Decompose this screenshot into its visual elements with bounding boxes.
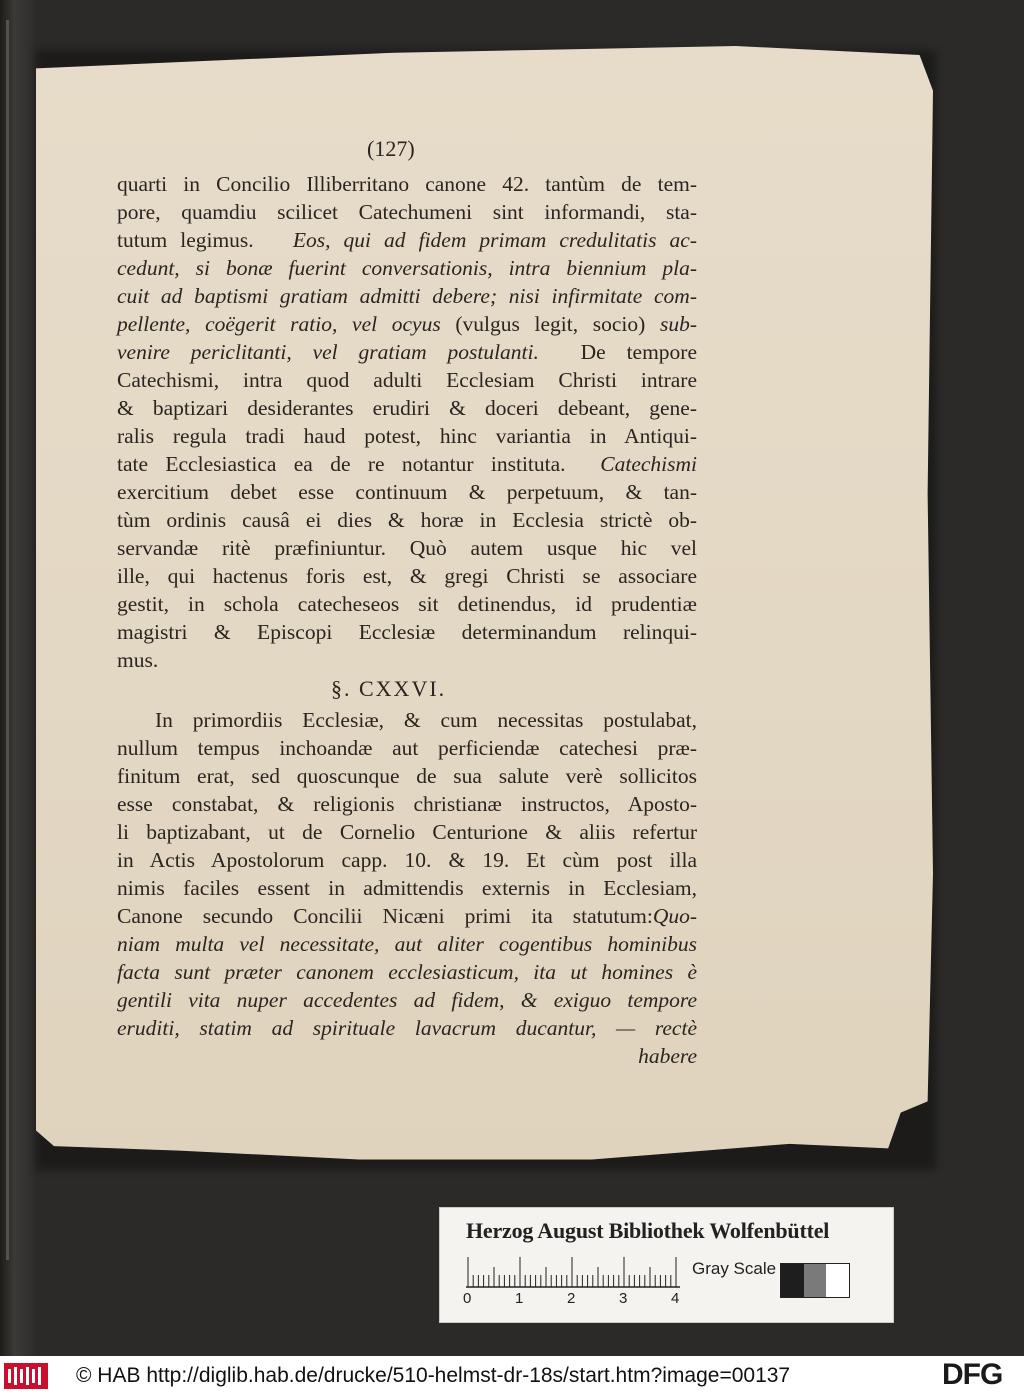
text-line: cuit ad baptismi gratiam admitti debere; nisi infirmitate com- — [117, 284, 697, 308]
ruler-number: 2 — [567, 1290, 576, 1307]
text-line: servandæ ritè præfiniuntur. Quò autem usque hic vel — [117, 536, 697, 560]
copyright-url[interactable]: © HAB http://diglib.hab.de/drucke/510-helmst-dr-18s/start.htm?image=00137 — [76, 1364, 791, 1387]
text-line: gestit, in schola catecheseos sit detinendus, id prudentiæ — [117, 592, 697, 616]
gray-scale-label: Gray Scale — [692, 1259, 777, 1278]
text-line: Catechismi, intra quod adulti Ecclesiam Christi intrare — [117, 368, 697, 392]
text-line: finitum erat, sed quoscunque de sua salute verè sollicitos — [117, 764, 697, 788]
text-line: mus. — [117, 648, 159, 672]
text-line-roman: tutum legimus. — [117, 228, 254, 252]
text-line — [117, 902, 697, 930]
library-title: Herzog August Bibliothek Wolfenbüttel — [466, 1218, 830, 1243]
dfg-logo: DFG — [942, 1358, 1003, 1391]
text-line-italic: sub- — [659, 312, 697, 336]
text-line-roman: De tempore — [580, 340, 698, 364]
text-line-italic: venire periclitanti, vel gratiam postulanti. — [117, 340, 539, 364]
text-line — [117, 450, 697, 478]
catchword: habere — [638, 1044, 697, 1068]
viewer-footer — [0, 1356, 1024, 1394]
text-line-italic: pellente, coëgerit ratio, vel ocyus — [117, 312, 441, 336]
scan-left-edge — [0, 0, 36, 1394]
text-line: in Actis Apostolorum capp. 10. & 19. Et cùm post illa — [117, 848, 697, 872]
text-line-italic: Catechismi — [600, 452, 697, 476]
text-line: quarti in Concilio Illiberritano canone 42. tantùm de tem- — [117, 172, 697, 196]
text-line: gentili vita nuper accedentes ad fidem, & exiguo tempore — [117, 988, 697, 1012]
text-line: cedunt, si bonæ fuerint conversationis, intra biennium pla- — [117, 256, 697, 280]
text-line: In primordiis Ecclesiæ, & cum necessitas postulabat, — [155, 708, 697, 732]
text-line: tùm ordinis causâ ei dies & horæ in Ecclesia strictè ob- — [117, 508, 697, 532]
text-line: exercitium debet esse continuum & perpetuum, & tan- — [117, 480, 697, 504]
text-line: pore, quamdiu scilicet Catechumeni sint informandi, sta- — [117, 200, 697, 224]
text-line: nimis faciles essent in admittendis externis in Ecclesiam, — [117, 876, 697, 900]
section-heading: §. CXXVI. — [331, 676, 447, 701]
text-line: facta sunt præter canonem ecclesiasticum, ita ut homines è — [117, 960, 697, 984]
ruler-number: 3 — [619, 1290, 628, 1307]
hab-logo-icon — [4, 1363, 48, 1389]
text-line: esse constabat, & religionis christianæ instructos, Aposto- — [117, 792, 697, 816]
text-line: magistri & Episcopi Ecclesiæ determinandum relinqui- — [117, 620, 697, 644]
text-line — [117, 310, 697, 338]
text-line — [117, 226, 697, 254]
page-number: (127) — [367, 136, 415, 161]
text-line: ille, qui hactenus foris est, & gregi Christi se associare — [117, 564, 697, 588]
ruler-number: 4 — [671, 1290, 680, 1307]
gray-scale-swatch — [780, 1263, 850, 1298]
page-edge — [6, 20, 9, 1260]
swatch-white — [826, 1264, 849, 1297]
text-line-roman: (vulgus legit, socio) — [455, 312, 646, 336]
text-line: li baptizabant, ut de Cornelio Centurione & aliis refertur — [117, 820, 697, 844]
ruler-number: 0 — [463, 1290, 472, 1307]
text-line — [117, 338, 697, 366]
text-line: eruditi, statim ad spirituale lavacrum ducantur, — rectè — [117, 1016, 697, 1040]
text-line-roman: Canone secundo Concilii Nicæni primi ita statutum: — [117, 904, 653, 928]
text-line: & baptizari desiderantes erudiri & doceri debeant, gene- — [117, 396, 697, 420]
library-label-card — [439, 1207, 894, 1323]
text-line: niam multa vel necessitate, aut aliter cogentibus hominibus — [117, 932, 697, 956]
text-line-italic: Quo- — [652, 904, 697, 928]
ruler-number: 1 — [515, 1290, 524, 1307]
text-line-roman: tate Ecclesiastica ea de re notantur instituta. — [117, 452, 566, 476]
text-line: ralis regula tradi haud potest, hinc variantia in Antiqui- — [117, 424, 697, 448]
text-line-italic: Eos, qui ad fidem primam credulitatis ac- — [292, 228, 698, 252]
swatch-black — [781, 1264, 804, 1297]
swatch-gray — [804, 1264, 827, 1297]
ruler-scale — [466, 1254, 680, 1288]
text-line: nullum tempus inchoandæ aut perficiendæ catechesi præ- — [117, 736, 697, 760]
